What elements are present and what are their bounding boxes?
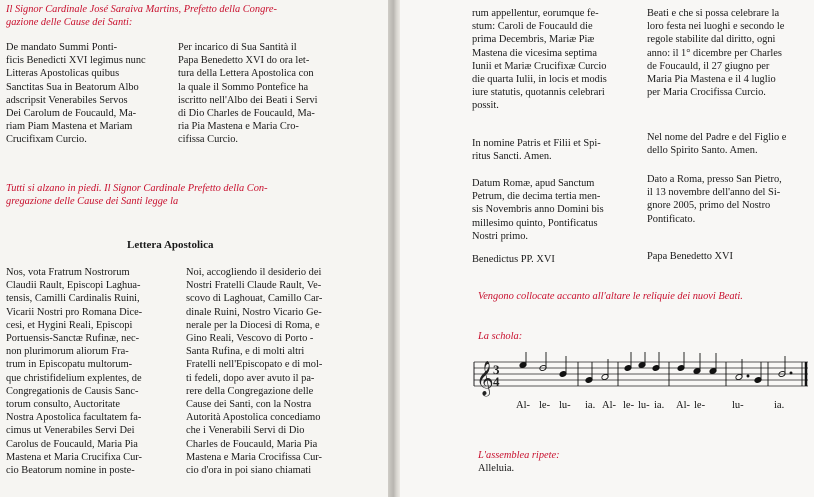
italian-continuation: Beati e che si possa celebrare la loro festa nei luoghi e secondo le regole stabilite dal diritto, ogni anno: il 1° dicembre per Charles de Foucauld, il 27 giugno per Maria Pia Mastena e il 4 luglio per Maria Crocifissa Curcio. [647, 8, 785, 99]
treble-clef-icon: 𝄞 [476, 362, 494, 395]
rubric-relics: Vengono collocate accanto all'altare le reliquie dei nuovi Beati. [478, 291, 743, 302]
latin-letter: Nos, vota Fratrum Nostrorum Claudii Rault, Episcopi Laghua- tensis, Camilli Cardinalis Ruini, Vicarii Nostri pro Romana Dice- cesi, et Hygini Reali, Episcopi Portuensis-Sanctæ Rufinæ, nec- non plurimorum aliorum Fra- trum in Episcopatu multorum- que christifidelium explentes, de Congregationis de Causis Sanc- torum consulto, Auctoritate Nostra Apostolica facultatem fa- cimus ut Venerabiles Servi Dei Carolus de Foucauld, Maria Pia Mastena et Maria Crucifixa Cur- cio Beatorum nomine in poste- [6, 267, 143, 477]
lyric-syllable: Al- [676, 400, 690, 411]
dot [747, 375, 749, 377]
rubric-intro: Il Signor Cardinale José Saraiva Martins, Prefetto della Congre- gazione delle Cause dei Santi: [6, 4, 277, 29]
alleluia-score [466, 352, 812, 412]
dot [790, 372, 792, 374]
letter-heading: Lettera Apostolica [127, 239, 214, 251]
latin-petition: De mandato Summi Ponti- ficis Benedicti XVI legimus nunc Litteras Apostolicas quibus Sanctitas Sua in Beatorum Albo adscripsit Venerabiles Servos Dei Carolum de Foucauld, Ma- riam Piam Mastena et Mariam Crucifixam Curcio. [6, 42, 146, 146]
lyric-syllable: le- [623, 400, 635, 411]
lyric-syllable: ia. [585, 400, 596, 411]
italian-letter: Noi, accogliendo il desiderio dei Nostri Fratelli Claude Rault, Ve- scovo di Laghouat, Camillo Car- dinale Ruini, Nostro Vicario Ge- nerale per la Diocesi di Roma, e Gino Reali, Vescovo di Porto - Santa Rufina, e di molti altri Fratelli nell'Episcopato e di mol- ti fedeli, dopo aver avuto il pa- rere della Congregazione delle Cause dei Santi, con la Nostra Autorità Apostolica concediamo che i Venerabili Servi di Dio Charles de Foucauld, Maria Pia Mastena e Maria Crocifissa Cur- cio d'ora in poi siano chiamati [186, 267, 323, 477]
latin-continuation: rum appellentur, eorumque fe- stum: Caroli de Foucauld die prima Decembris, Mariæ Piæ Mastena die vicesima septima Iunii et Mariæ Crucifixæ Curcio die quarta Iulii, in locis et modis iure statutis, quotannis celebrari possit. [472, 8, 607, 112]
music-notes [519, 352, 806, 386]
lyric-syllable: lu- [638, 400, 650, 411]
lyric-syllable: Al- [602, 400, 616, 411]
time-signature-top: 3 [493, 362, 500, 377]
latin-date: Datum Romæ, apud Sanctum Petrum, die decima tertia men- sis Novembris anno Domini bis millesimo quinto, Pontificatus Nostri primo. [472, 178, 604, 242]
italian-trinity: Nel nome del Padre e del Figlio e dello Spirito Santo. Amen. [647, 132, 787, 157]
assembly-line [478, 436, 808, 476]
lyric-syllable: ia. [774, 400, 785, 411]
italian-signature: Papa Benedetto XVI [647, 251, 733, 262]
latin-trinity: In nomine Patris et Filii et Spi- ritus Sancti. Amen. [472, 138, 601, 163]
lyric-syllable: Al- [516, 400, 530, 411]
rubric-assembly: L'assemblea ripete: [478, 450, 560, 462]
left-page [0, 0, 388, 497]
rubric-schola: La schola: [478, 331, 523, 342]
right-page [400, 0, 814, 497]
assembly-response: Alleluia. [478, 463, 515, 475]
italian-date: Dato a Roma, presso San Pietro, il 13 novembre dell'anno del Si- gnore 2005, primo del Nostro Pontificato. [647, 174, 782, 225]
lyric-syllable: le- [694, 400, 706, 411]
time-signature-bottom: 4 [493, 374, 500, 389]
lyric-syllable: lu- [732, 400, 744, 411]
italian-petition: Per incarico di Sua Santità il Papa Benedetto XVI do ora let- tura della Lettera Apostolica con la quale il Sommo Pontefice ha iscritto nell'Albo dei Beati i Servi di Dio Charles de Foucauld, Ma- ria Pia Mastena e Maria Cro- cifissa Curcio. [178, 42, 318, 146]
book-gutter [388, 0, 400, 497]
lyric-syllable: le- [539, 400, 551, 411]
lyric-syllable: ia. [654, 400, 665, 411]
latin-signature: Benedictus PP. XVI [472, 254, 555, 265]
rubric-stand: Tutti si alzano in piedi. Il Signor Cardinale Prefetto della Con- gregazione delle Cause dei Santi legge la [6, 183, 268, 208]
lyric-syllable: lu- [559, 400, 571, 411]
